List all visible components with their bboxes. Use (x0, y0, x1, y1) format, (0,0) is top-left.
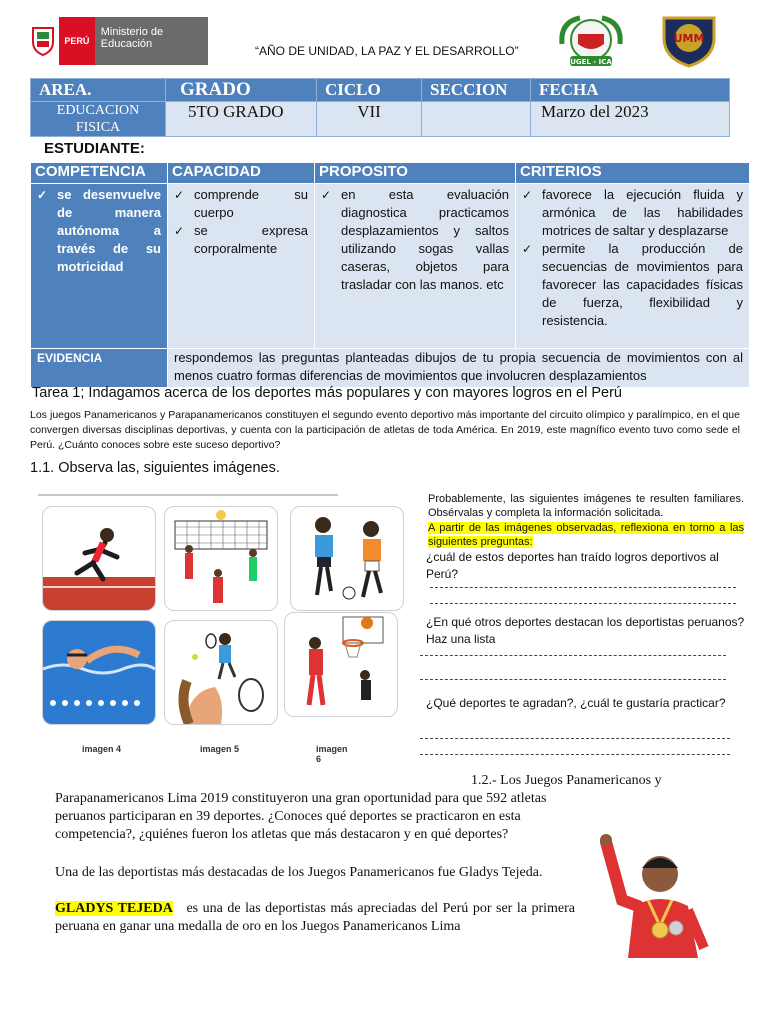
section-1-2-text: Parapanamericanos Lima 2019 constituyeron una gran oportunidad para que 592 atletas peruanos participaran en 39 deportes. ¿Conoces qué deportes se practicaron en esta competencia?, ¿quiénes fueron los atletas que más destacaron y en qué deportes? (55, 791, 547, 842)
header-criterios: CRITERIOS (516, 163, 750, 184)
header-ciclo: CICLO (317, 79, 422, 102)
gladys-tejeda-illustration (598, 830, 716, 958)
answer-line (430, 603, 736, 604)
header-competencia: COMPETENCIA (31, 163, 168, 184)
capacidad-cell (168, 184, 315, 349)
volleyball-image (164, 506, 278, 611)
sports-images (38, 494, 348, 764)
answer-line (420, 754, 730, 755)
tarea-title: Tarea 1; Indagamos acerca de los deportes más populares y con mayores logros en el Perú (32, 385, 622, 401)
football-image (290, 506, 404, 611)
header-fecha: FECHA (531, 79, 730, 102)
runner-image (42, 506, 156, 611)
minedu-country: PERÚ (59, 17, 95, 65)
minedu-logo (26, 17, 208, 65)
reflection-instruction (428, 521, 744, 549)
intro-paragraph: Los juegos Panamericanos y Parapanamericanos constituyen el segundo evento deportivo más importante del circuito olímpico y paralímpico, en el que convergen diversas disciplinas deportivas, y cuenta con la participación de atletas de toda América. En 2019, este magnífico evento tuvo como sede el Perú. ¿Cuánto conoces sobre este suceso deportivo? (30, 409, 740, 451)
proposito-text: ✓ en esta evaluación diagnostica practicamos desplazamientos y saltos utilizando sogas vallas caseras, objetos para trasladar con las manos. etc (319, 186, 509, 294)
answer-line (420, 655, 726, 656)
gladys-intro: Una de las deportistas más destacadas de los Juegos Panamericanos fue Gladys Tejeda. (55, 865, 543, 880)
tennis-image (164, 620, 278, 725)
umm-logo (660, 12, 718, 68)
proposito-cell (315, 184, 516, 349)
section-1-2-heading: 1.2.- Los Juegos Panamericanos y (471, 773, 662, 788)
question-2: ¿En qué otros deportes destacan los deportistas peruanos? Haz una lista (426, 615, 745, 646)
competencia-text: ✓ se desenvuelve de manera autónoma a través de su motricidad (35, 186, 161, 276)
question-3: ¿Qué deportes te agradan?, ¿cuál te gustaría practicar? (426, 696, 726, 710)
capacidad-item: ✓ se expresa corporalmente (172, 222, 308, 258)
minedu-name: Ministerio de Educación (100, 26, 164, 50)
ciclo-value: VII (317, 102, 422, 137)
evidencia-label: EVIDENCIA (31, 349, 168, 388)
image-caption: imagen 5 (200, 744, 240, 754)
motto: “AÑO DE UNIDAD, LA PAZ Y EL DESARROLLO” (255, 44, 519, 58)
section-1-1-heading: 1.1. Observa las, siguientes imágenes. (30, 460, 280, 476)
gladys-paragraph (55, 900, 575, 936)
images-intro: Probablemente, las siguientes imágenes te resulten familiares. Obsérvalas y completa la información solicitada. (428, 493, 744, 519)
ugel-logo (556, 14, 626, 68)
basketball-image (284, 612, 398, 717)
question-1: ¿cuál de estos deportes han traído logros deportivos al Perú? (426, 550, 719, 581)
header-seccion: SECCION (422, 79, 531, 102)
image-caption: imagen 4 (82, 744, 122, 754)
gladys-text: es una de las deportistas más apreciadas del Perú por ser la primera peruana en ganar una medalla de oro en los Juegos Panamericanos Lima (55, 901, 576, 934)
header-grado: GRADO (166, 79, 317, 102)
gladys-name: GLADYS TEJEDA (55, 901, 173, 916)
answer-line (430, 587, 736, 588)
umm-logo-text: UMM (673, 32, 705, 45)
grado-value: 5TO GRADO (166, 102, 317, 137)
criterio-item: ✓ permite la producción de secuencias de movimientos para favorecer las capacidades físicas de fuerza, flexibilidad y resistencia. (520, 240, 743, 330)
criterio-item: ✓ favorece la ejecución fluida y armónica de las habilidades motrices de saltar y desplazarse (520, 186, 743, 240)
fecha-value: Marzo del 2023 (531, 102, 730, 137)
image-caption: imagen 6 (316, 744, 348, 764)
info-table (30, 78, 730, 137)
competencia-cell (31, 184, 168, 349)
evidencia-text: respondemos las preguntas planteadas dibujos de tu propia secuencia de movimientos con al menos cuatro formas diferencias de movimientos que involucren desplazamientos (168, 349, 750, 388)
header-area: AREA. (31, 79, 166, 102)
header-proposito: PROPOSITO (315, 163, 516, 184)
reflection-highlight: A partir de las imágenes observadas, reflexiona en torno a las siguientes preguntas: (428, 522, 744, 548)
ugel-logo-text: UGEL - ICA (570, 58, 612, 66)
seccion-value (422, 102, 531, 137)
estudiante-label: ESTUDIANTE: (44, 140, 145, 157)
criterios-cell (516, 184, 750, 349)
peru-shield-icon (26, 17, 59, 65)
competencia-table (30, 162, 750, 388)
area-value: EDUCACION FISICA (31, 102, 166, 137)
answer-line (420, 679, 726, 680)
capacidad-item: ✓ comprende su cuerpo (172, 186, 308, 222)
header-capacidad: CAPACIDAD (168, 163, 315, 184)
answer-line (420, 738, 730, 739)
swimmer-image (42, 620, 156, 725)
